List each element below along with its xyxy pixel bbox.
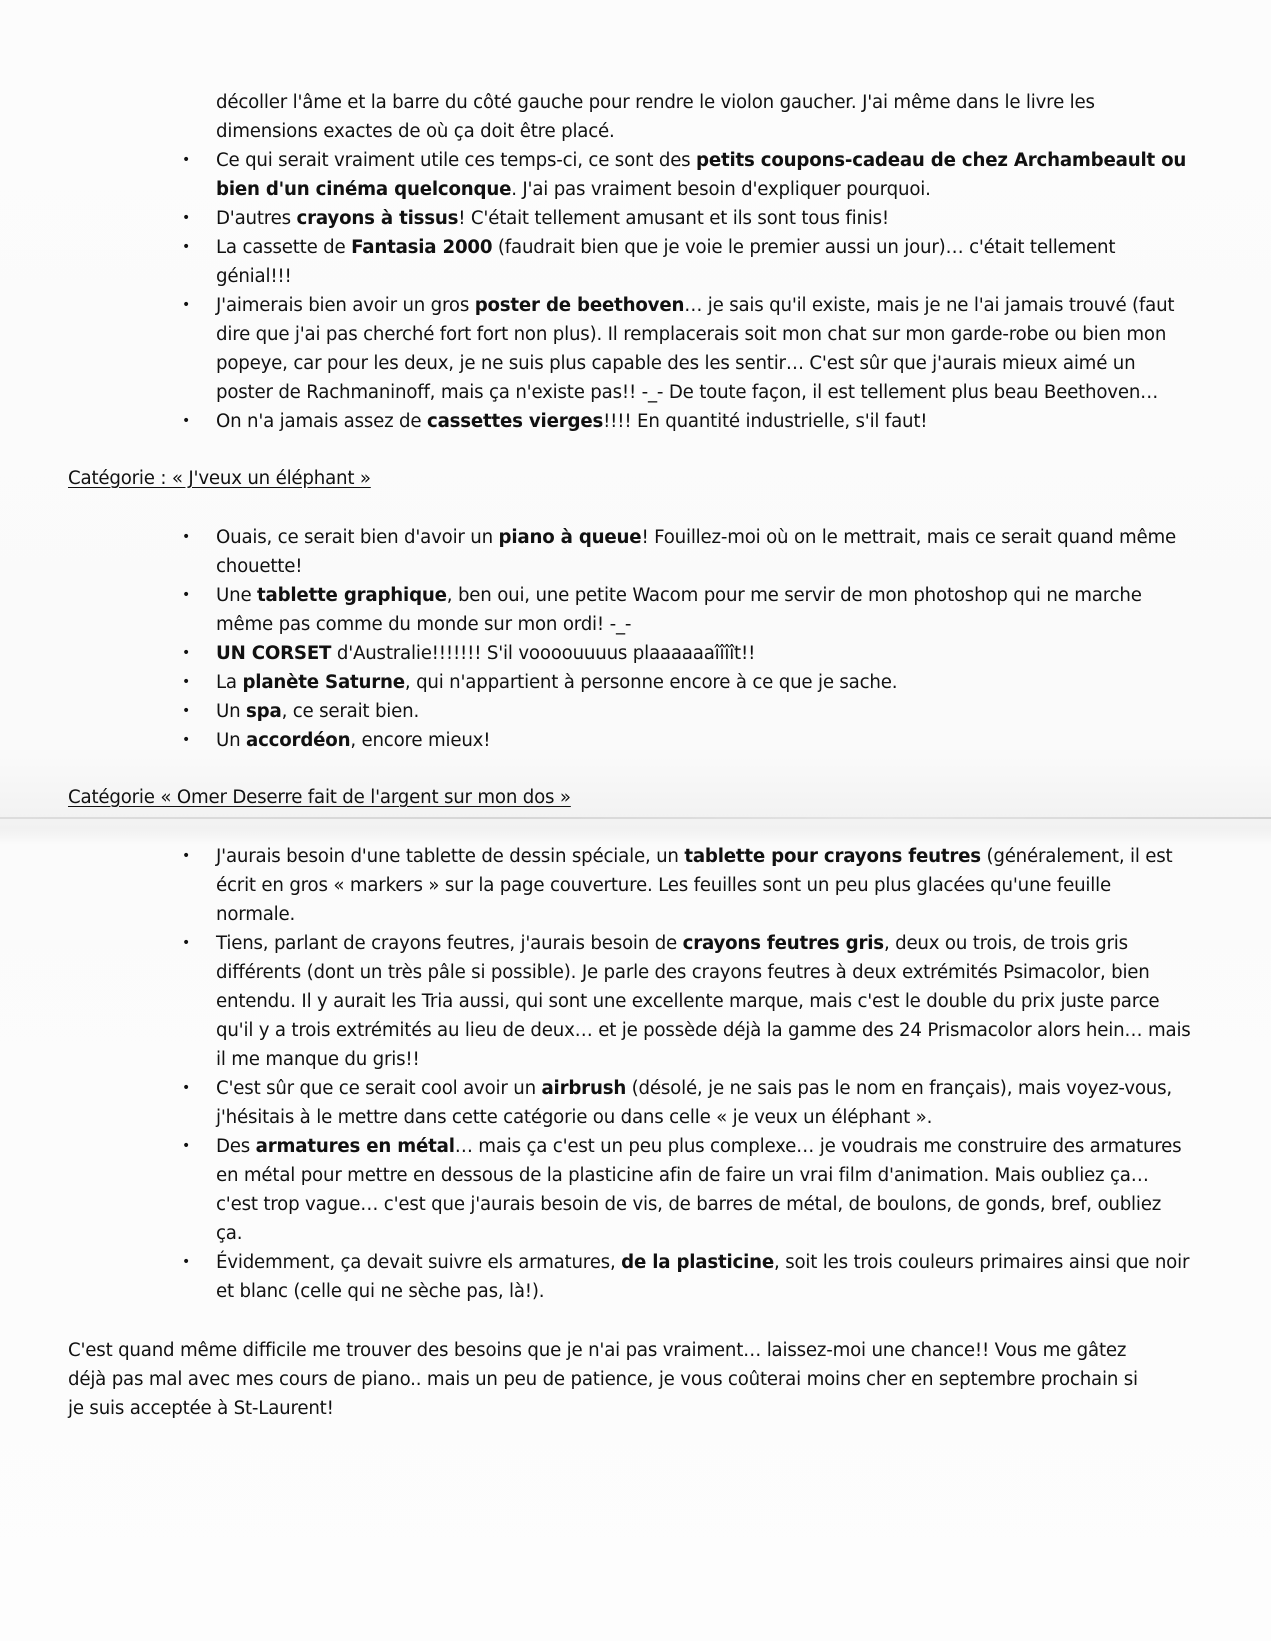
list-item: • J'aurais besoin d'une tablette de dessin spéciale, un tablette pour crayons feutres (généralement, il est écrit en gros « markers » sur la page couverture. Les feuilles sont un peu plus glacées qu'une feuille normale. <box>68 842 1198 929</box>
bullet-icon: • <box>182 935 191 951</box>
list-item: • La cassette de Fantasia 2000 (faudrait bien que je voie le premier aussi un jour)… c'était tellement génial!!! <box>68 233 1198 291</box>
continuation-text: décoller l'âme et la barre du côté gauche pour rendre le violon gaucher. J'ai même dans le livre les dimensions exactes de où ça doit être placé. <box>216 92 1095 142</box>
bullet-icon: • <box>182 297 191 313</box>
bullet-icon: • <box>182 529 191 545</box>
bullet-icon: • <box>182 848 191 864</box>
bullet-icon: • <box>182 413 191 429</box>
section-heading-omer-deserre: Catégorie « Omer Deserre fait de l'argent sur mon dos » <box>68 787 571 808</box>
letter-body <box>68 88 1198 1423</box>
list-item: • Une tablette graphique, ben oui, une petite Wacom pour me servir de mon photoshop qui ne marche même pas comme du monde sur mon ordi! -_- <box>68 581 1198 639</box>
section-heading-elephant: Catégorie : « J'veux un éléphant » <box>68 468 371 489</box>
list-item: • La planète Saturne, qui n'appartient à personne encore à ce que je sache. <box>68 668 1198 697</box>
bullet-icon: • <box>182 210 191 226</box>
bullet-icon: • <box>182 239 191 255</box>
list-item: • UN CORSET d'Australie!!!!!!! S'il voooouuuus plaaaaaaîîîît!! <box>68 639 1198 668</box>
list-section-1 <box>68 146 1198 436</box>
list-section-2 <box>68 523 1198 755</box>
list-item: • C'est sûr que ce serait cool avoir un airbrush (désolé, je ne sais pas le nom en français), mais voyez-vous, j'hésitais à le mettre dans cette catégorie ou dans celle « je veux un éléphant ». <box>68 1074 1198 1132</box>
closing-paragraph: C'est quand même difficile me trouver des besoins que je n'ai pas vraiment… laissez-moi une chance!! Vous me gâtez déjà pas mal avec mes cours de piano.. mais un peu de patience, je vous coûterai moins cher en septembre prochain si je suis acceptée à St-Laurent! <box>68 1340 1138 1419</box>
bullet-icon: • <box>182 1138 191 1154</box>
bullet-icon: • <box>182 587 191 603</box>
list-section-3 <box>68 842 1198 1306</box>
bullet-icon: • <box>182 152 191 168</box>
bullet-icon: • <box>182 674 191 690</box>
bullet-icon: • <box>182 732 191 748</box>
bullet-icon: • <box>182 703 191 719</box>
list-item: • Un spa, ce serait bien. <box>68 697 1198 726</box>
bullet-icon: • <box>182 1080 191 1096</box>
list-item: • D'autres crayons à tissus! C'était tellement amusant et ils sont tous finis! <box>68 204 1198 233</box>
list-item: • Ouais, ce serait bien d'avoir un piano à queue! Fouillez-moi où on le mettrait, mais ce serait quand même chouette! <box>68 523 1198 581</box>
list-item: • J'aimerais bien avoir un gros poster de beethoven… je sais qu'il existe, mais je ne l'ai jamais trouvé (faut dire que j'ai pas cherché fort fort non plus). Il remplacerais soit mon chat sur mon garde-robe ou bien mon popeye, car pour les deux, je ne suis plus capable des les sentir… C'est sûr que j'aurais mieux aimé un poster de Rachmaninoff, mais ça n'existe pas!! -_- De toute façon, il est tellement plus beau Beethoven… <box>68 291 1198 407</box>
bullet-icon: • <box>182 1254 191 1270</box>
bullet-icon: • <box>182 645 191 661</box>
list-item: • Ce qui serait vraiment utile ces temps-ci, ce sont des petits coupons-cadeau de chez Archambeault ou bien d'un cinéma quelconque. J'ai pas vraiment besoin d'expliquer pourquoi. <box>68 146 1198 204</box>
list-item: • Tiens, parlant de crayons feutres, j'aurais besoin de crayons feutres gris, deux ou trois, de trois gris différents (dont un très pâle si possible). Je parle des crayons feutres à deux extrémités Psimacolor, bien entendu. Il y aurait les Tria aussi, qui sont une excellente marque, mais c'est le double du prix juste parce qu'il y a trois extrémités au lieu de deux… et je possède déjà la gamme des 24 Prismacolor alors hein… mais il me manque du gris!! <box>68 929 1198 1074</box>
list-item: • Évidemment, ça devait suivre els armatures, de la plasticine, soit les trois couleurs primaires ainsi que noir et blanc (celle qui ne sèche pas, là!). <box>68 1248 1198 1306</box>
list-item: • On n'a jamais assez de cassettes vierges!!!! En quantité industrielle, s'il faut! <box>68 407 1198 436</box>
list-item: • Un accordéon, encore mieux! <box>68 726 1198 755</box>
list-item: • Des armatures en métal… mais ça c'est un peu plus complexe… je voudrais me construire des armatures en métal pour mettre en dessous de la plasticine afin de faire un vrai film d'animation. Mais oubliez ça… c'est trop vague… c'est que j'aurais besoin de vis, de barres de métal, de boulons, de gonds, bref, oubliez ça. <box>68 1132 1198 1248</box>
